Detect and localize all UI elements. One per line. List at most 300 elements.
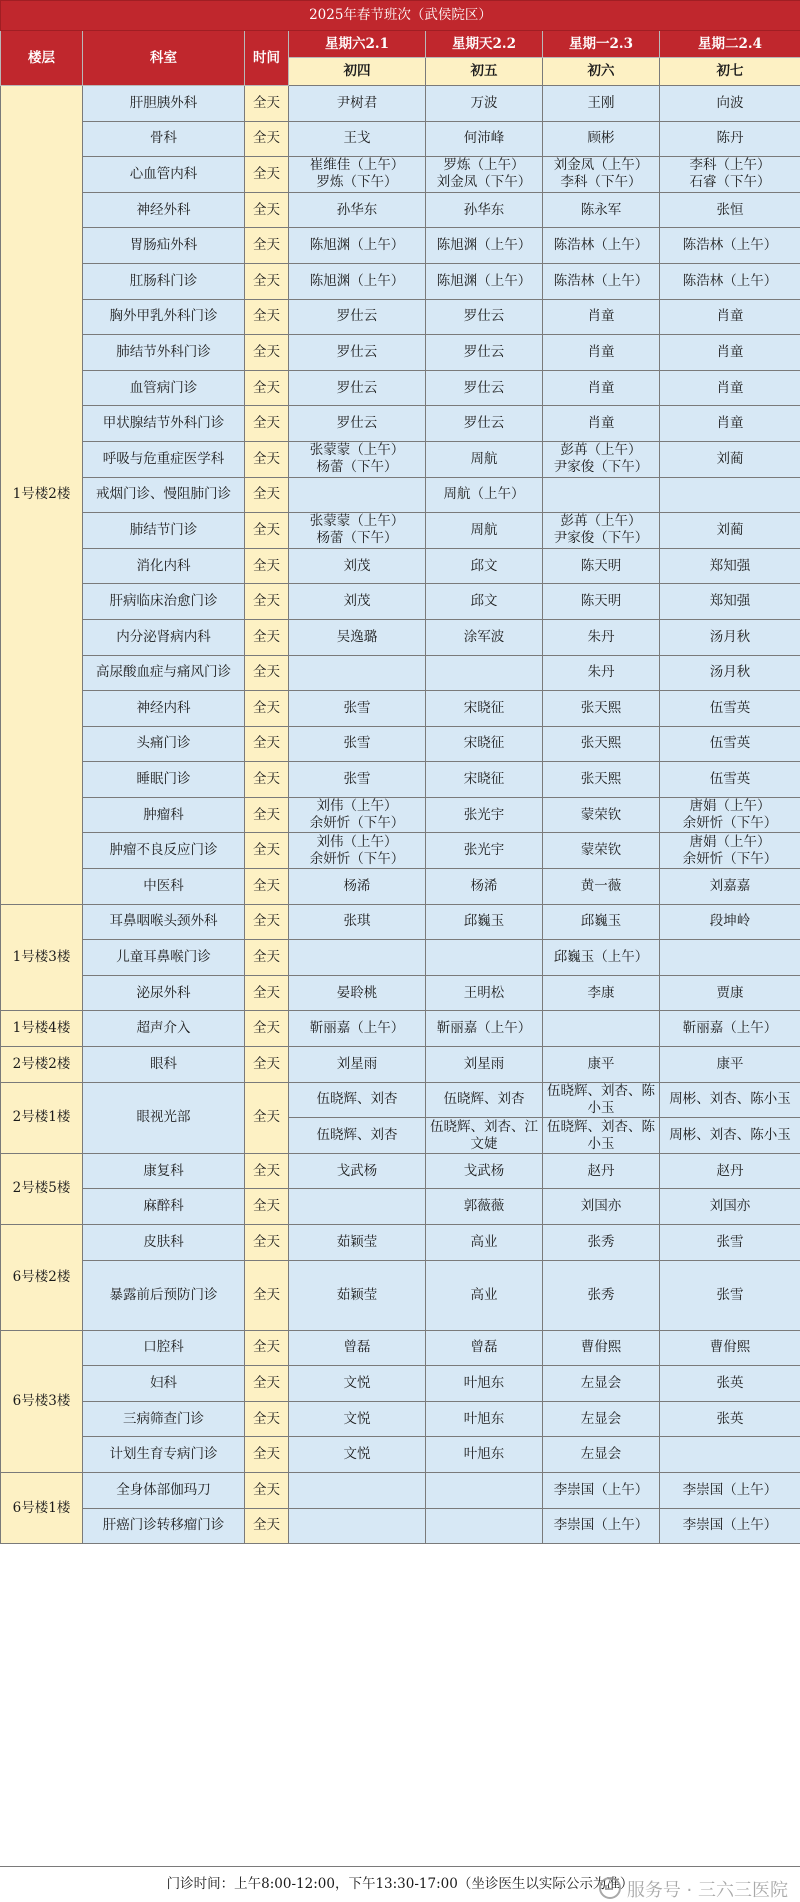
- doctor-cell: [426, 1366, 543, 1402]
- time-cell: 全天: [245, 797, 289, 833]
- doctor-name: 曾磊: [426, 1339, 542, 1356]
- doctor-name: 张雪: [660, 1234, 800, 1251]
- doctor-cell: [543, 370, 660, 406]
- doctor-name: 涂军波: [426, 629, 542, 646]
- doctor-name: 石睿（下午）: [660, 174, 800, 191]
- doctor-name: 文悦: [289, 1375, 425, 1392]
- doctor-cell: [289, 263, 426, 299]
- doctor-name: 余妍忻（下午）: [660, 815, 800, 832]
- doctor-cell: [426, 86, 543, 122]
- doctor-cell: [543, 121, 660, 157]
- dept-cell: 胃肠疝外科: [83, 228, 245, 264]
- time-cell: 全天: [245, 1508, 289, 1544]
- doctor-name: 周彬、刘杏、陈小玉: [660, 1127, 800, 1144]
- time-cell: 全天: [245, 869, 289, 905]
- doctor-cell: [426, 548, 543, 584]
- doctor-name: 靳丽嘉（上午）: [289, 1020, 425, 1037]
- dept-cell: 内分泌肾病内科: [83, 619, 245, 655]
- table-row: [1, 1401, 800, 1437]
- table-row: [1, 726, 800, 762]
- doctor-name: 彭苒（上午）: [543, 513, 659, 530]
- doctor-name: 尹家俊（下午）: [543, 530, 659, 547]
- table-row: [1, 691, 800, 727]
- doctor-cell: [289, 335, 426, 371]
- doctor-cell: [543, 335, 660, 371]
- table-row: [1, 655, 800, 691]
- doctor-name: 肖童: [660, 344, 800, 361]
- doctor-name: 陈天明: [543, 558, 659, 575]
- doctor-name: 王明松: [426, 985, 542, 1002]
- doctor-cell: [660, 1260, 800, 1330]
- time-cell: 全天: [245, 1401, 289, 1437]
- time-cell: 全天: [245, 1437, 289, 1473]
- doctor-name: 崔维佳（上午）: [289, 157, 425, 174]
- wechat-service-icon: [599, 1877, 621, 1899]
- doctor-cell: [543, 157, 660, 193]
- doctor-name: 张光宇: [426, 807, 542, 824]
- table-row: [1, 584, 800, 620]
- dept-cell: 全身体部伽玛刀: [83, 1472, 245, 1508]
- doctor-cell: [543, 584, 660, 620]
- doctor-name: 伍雪英: [660, 735, 800, 752]
- dept-cell: 三病筛查门诊: [83, 1401, 245, 1437]
- time-cell: 全天: [245, 1472, 289, 1508]
- doctor-cell: [543, 1330, 660, 1366]
- doctor-cell: [289, 406, 426, 442]
- doctor-name: 伍晓辉、刘杏: [289, 1091, 425, 1108]
- doctor-cell: [543, 691, 660, 727]
- doctor-name: 余妍忻（下午）: [289, 851, 425, 868]
- doctor-name: 刘星雨: [426, 1056, 542, 1073]
- doctor-cell: [543, 833, 660, 869]
- dept-cell: 超声介入: [83, 1011, 245, 1047]
- doctor-cell: [543, 1366, 660, 1402]
- doctor-cell: [660, 477, 800, 513]
- doctor-cell: [660, 940, 800, 976]
- doctor-cell: [660, 833, 800, 869]
- doctor-name: 康平: [660, 1056, 800, 1073]
- doctor-name: 王刚: [543, 95, 659, 112]
- table-row: [1, 370, 800, 406]
- doctor-cell: [660, 157, 800, 193]
- time-cell: 全天: [245, 406, 289, 442]
- doctor-name: 张雪: [660, 1287, 800, 1304]
- table-row: [1, 228, 800, 264]
- doctor-name: 陈天明: [543, 593, 659, 610]
- doctor-name: 邱文: [426, 558, 542, 575]
- header-day: 星期六2.1: [289, 31, 426, 58]
- doctor-cell: [660, 1508, 800, 1544]
- time-cell: 全天: [245, 370, 289, 406]
- doctor-cell: [289, 762, 426, 798]
- doctor-cell: [660, 192, 800, 228]
- doctor-name: 余妍忻（下午）: [660, 851, 800, 868]
- doctor-name: 张雪: [289, 700, 425, 717]
- doctor-name: 尹家俊（下午）: [543, 459, 659, 476]
- doctor-name: 肖童: [543, 308, 659, 325]
- time-cell: 全天: [245, 904, 289, 940]
- doctor-cell: [543, 1153, 660, 1189]
- doctor-cell: [426, 869, 543, 905]
- doctor-cell: [426, 904, 543, 940]
- doctor-cell: [289, 904, 426, 940]
- doctor-cell: [426, 513, 543, 549]
- doctor-cell: [289, 1508, 426, 1544]
- table-row: [1, 192, 800, 228]
- doctor-name: 郭薇薇: [426, 1198, 542, 1215]
- dept-cell: 康复科: [83, 1153, 245, 1189]
- table-row: [1, 1437, 800, 1473]
- doctor-name: 叶旭东: [426, 1411, 542, 1428]
- dept-cell: 消化内科: [83, 548, 245, 584]
- doctor-name: 李崇国（上午）: [660, 1517, 800, 1534]
- doctor-cell: [426, 1330, 543, 1366]
- floor-cell: 6号楼1楼: [1, 1472, 83, 1543]
- doctor-cell: [543, 1260, 660, 1330]
- doctor-cell: [426, 584, 543, 620]
- doctor-name: 曹佾熙: [660, 1339, 800, 1356]
- dept-cell: 口腔科: [83, 1330, 245, 1366]
- doctor-name: 余妍忻（下午）: [289, 815, 425, 832]
- doctor-name: 靳丽嘉（上午）: [660, 1020, 800, 1037]
- doctor-name: 罗仕云: [426, 415, 542, 432]
- doctor-cell: [660, 370, 800, 406]
- doctor-name: 蒙荣钦: [543, 842, 659, 859]
- doctor-cell: [289, 477, 426, 513]
- doctor-cell: [543, 975, 660, 1011]
- dept-cell: 戒烟门诊、慢阻肺门诊: [83, 477, 245, 513]
- time-cell: 全天: [245, 441, 289, 477]
- doctor-cell: [543, 1401, 660, 1437]
- doctor-name: 张恒: [660, 202, 800, 219]
- doctor-name: 罗仕云: [289, 380, 425, 397]
- doctor-name: 张英: [660, 1411, 800, 1428]
- doctor-cell: [543, 513, 660, 549]
- time-cell: 全天: [245, 1260, 289, 1330]
- doctor-cell: [289, 1118, 426, 1154]
- doctor-cell: [426, 299, 543, 335]
- table-row: [1, 406, 800, 442]
- doctor-name: 吴逸璐: [289, 629, 425, 646]
- doctor-cell: [660, 406, 800, 442]
- doctor-name: 陈旭渊（上午）: [289, 237, 425, 254]
- doctor-cell: [289, 1011, 426, 1047]
- doctor-cell: [660, 1153, 800, 1189]
- doctor-cell: [660, 1366, 800, 1402]
- table-row: [1, 869, 800, 905]
- doctor-cell: [426, 1011, 543, 1047]
- time-cell: 全天: [245, 1047, 289, 1083]
- doctor-name: 陈浩林（上午）: [660, 237, 800, 254]
- doctor-cell: [660, 619, 800, 655]
- time-cell: 全天: [245, 1189, 289, 1225]
- doctor-cell: [660, 975, 800, 1011]
- doctor-name: 戈武杨: [426, 1163, 542, 1180]
- doctor-name: 陈浩林（上午）: [543, 237, 659, 254]
- doctor-name: 刘金凤（下午）: [426, 174, 542, 191]
- floor-cell: 1号楼2楼: [1, 86, 83, 905]
- doctor-cell: [660, 584, 800, 620]
- doctor-cell: [660, 263, 800, 299]
- doctor-name: 朱丹: [543, 664, 659, 681]
- doctor-name: 刘茂: [289, 593, 425, 610]
- doctor-cell: [543, 441, 660, 477]
- table-row: [1, 121, 800, 157]
- doctor-cell: [543, 228, 660, 264]
- doctor-cell: [426, 1225, 543, 1261]
- doctor-name: 尹树君: [289, 95, 425, 112]
- doctor-name: 罗仕云: [426, 380, 542, 397]
- doctor-cell: [660, 1472, 800, 1508]
- doctor-name: 贾康: [660, 985, 800, 1002]
- dept-cell: 肿瘤科: [83, 797, 245, 833]
- doctor-cell: [660, 655, 800, 691]
- time-cell: 全天: [245, 121, 289, 157]
- table-row: [1, 441, 800, 477]
- doctor-name: 伍雪英: [660, 700, 800, 717]
- doctor-name: 高业: [426, 1287, 542, 1304]
- doctor-cell: [543, 762, 660, 798]
- doctor-cell: [660, 299, 800, 335]
- header-lunar-day: 初六: [543, 58, 660, 86]
- doctor-name: 宋晓征: [426, 700, 542, 717]
- doctor-name: 邱巍玉（上午）: [543, 949, 659, 966]
- doctor-cell: [543, 477, 660, 513]
- doctor-name: 孙华东: [289, 202, 425, 219]
- watermark-text: 服务号 · 三六三医院: [627, 1880, 788, 1901]
- doctor-name: 张蒙蒙（上午）: [289, 513, 425, 530]
- time-cell: 全天: [245, 975, 289, 1011]
- doctor-name: 段坤岭: [660, 913, 800, 930]
- doctor-name: 宋晓征: [426, 735, 542, 752]
- doctor-name: 刘茂: [289, 558, 425, 575]
- header-day: 星期二2.4: [660, 31, 800, 58]
- time-cell: 全天: [245, 157, 289, 193]
- doctor-name: 肖童: [543, 380, 659, 397]
- doctor-name: 王戈: [289, 130, 425, 147]
- doctor-cell: [426, 441, 543, 477]
- doctor-cell: [660, 1118, 800, 1154]
- doctor-cell: [289, 1189, 426, 1225]
- dept-cell: 肿瘤不良反应门诊: [83, 833, 245, 869]
- doctor-cell: [660, 513, 800, 549]
- doctor-name: 陈旭渊（上午）: [426, 273, 542, 290]
- table-row: [1, 548, 800, 584]
- doctor-name: 赵丹: [660, 1163, 800, 1180]
- doctor-name: 李科（下午）: [543, 174, 659, 191]
- floor-cell: 1号楼4楼: [1, 1011, 83, 1047]
- doctor-name: 陈浩林（上午）: [660, 273, 800, 290]
- table-row: [1, 1508, 800, 1544]
- doctor-cell: [543, 869, 660, 905]
- doctor-cell: [289, 192, 426, 228]
- doctor-cell: [426, 1082, 543, 1118]
- time-cell: 全天: [245, 584, 289, 620]
- dept-cell: 肺结节门诊: [83, 513, 245, 549]
- header-dept: 科室: [83, 31, 245, 86]
- doctor-name: 郑知强: [660, 558, 800, 575]
- doctor-cell: [289, 1225, 426, 1261]
- table-row: [1, 1189, 800, 1225]
- watermark: [599, 1876, 788, 1902]
- doctor-cell: [543, 726, 660, 762]
- dept-cell: 甲状腺结节外科门诊: [83, 406, 245, 442]
- doctor-name: 张雪: [289, 735, 425, 752]
- doctor-name: 罗炼（下午）: [289, 174, 425, 191]
- dept-cell: 眼视光部: [83, 1082, 245, 1153]
- doctor-name: 黄一薇: [543, 878, 659, 895]
- doctor-name: 文婕: [426, 1136, 542, 1153]
- dept-cell: 肝胆胰外科: [83, 86, 245, 122]
- table-row: [1, 833, 800, 869]
- doctor-name: 万波: [426, 95, 542, 112]
- dept-cell: 肺结节外科门诊: [83, 335, 245, 371]
- doctor-name: 邱文: [426, 593, 542, 610]
- doctor-cell: [289, 1153, 426, 1189]
- doctor-cell: [289, 513, 426, 549]
- doctor-cell: [426, 797, 543, 833]
- dept-cell: 耳鼻咽喉头颈外科: [83, 904, 245, 940]
- time-cell: 全天: [245, 762, 289, 798]
- dept-cell: 暴露前后预防门诊: [83, 1260, 245, 1330]
- doctor-cell: [660, 1189, 800, 1225]
- header-lunar-day: 初五: [426, 58, 543, 86]
- time-cell: 全天: [245, 1153, 289, 1189]
- doctor-name: 陈永军: [543, 202, 659, 219]
- time-cell: 全天: [245, 335, 289, 371]
- doctor-cell: [289, 228, 426, 264]
- doctor-name: 靳丽嘉（上午）: [426, 1020, 542, 1037]
- doctor-cell: [543, 904, 660, 940]
- doctor-name: 张雪: [289, 771, 425, 788]
- table-row: [1, 335, 800, 371]
- doctor-cell: [660, 726, 800, 762]
- time-cell: 全天: [245, 655, 289, 691]
- dept-cell: 肝病临床治愈门诊: [83, 584, 245, 620]
- doctor-cell: [426, 1508, 543, 1544]
- doctor-name: 伍晓辉、刘杏、陈小玉: [543, 1119, 659, 1153]
- doctor-cell: [543, 1047, 660, 1083]
- table-row: [1, 1260, 800, 1330]
- doctor-name: 左显会: [543, 1375, 659, 1392]
- table-row: [1, 940, 800, 976]
- time-cell: 全天: [245, 1330, 289, 1366]
- doctor-name: 李崇国（上午）: [543, 1517, 659, 1534]
- floor-cell: 1号楼3楼: [1, 904, 83, 1011]
- doctor-name: 文悦: [289, 1446, 425, 1463]
- dept-cell: 高尿酸血症与痛风门诊: [83, 655, 245, 691]
- header-lunar-day: 初七: [660, 58, 800, 86]
- doctor-cell: [426, 228, 543, 264]
- header-lunar-day: 初四: [289, 58, 426, 86]
- table-row: [1, 513, 800, 549]
- doctor-cell: [543, 940, 660, 976]
- table-row: [1, 762, 800, 798]
- doctor-name: 康平: [543, 1056, 659, 1073]
- doctor-name: 陈旭渊（上午）: [289, 273, 425, 290]
- doctor-name: 罗仕云: [289, 344, 425, 361]
- doctor-name: 张琪: [289, 913, 425, 930]
- doctor-cell: [426, 406, 543, 442]
- doctor-name: 刘国亦: [660, 1198, 800, 1215]
- doctor-name: 顾彬: [543, 130, 659, 147]
- doctor-cell: [289, 726, 426, 762]
- doctor-cell: [289, 1082, 426, 1118]
- time-cell: 全天: [245, 940, 289, 976]
- doctor-cell: [426, 1401, 543, 1437]
- doctor-name: 肖童: [660, 308, 800, 325]
- footer-divider: [0, 1866, 800, 1867]
- doctor-name: 周航: [426, 451, 542, 468]
- doctor-name: 张秀: [543, 1234, 659, 1251]
- doctor-name: 茹颖莹: [289, 1234, 425, 1251]
- doctor-cell: [426, 157, 543, 193]
- doctor-cell: [289, 1047, 426, 1083]
- doctor-name: 汤月秋: [660, 629, 800, 646]
- doctor-name: 伍晓辉、刘杏: [426, 1091, 542, 1108]
- header-day: 星期天2.2: [426, 31, 543, 58]
- doctor-cell: [660, 1225, 800, 1261]
- doctor-cell: [543, 263, 660, 299]
- doctor-cell: [426, 762, 543, 798]
- doctor-cell: [660, 1401, 800, 1437]
- time-cell: 全天: [245, 192, 289, 228]
- dept-cell: 眼科: [83, 1047, 245, 1083]
- doctor-cell: [543, 299, 660, 335]
- doctor-name: 彭苒（上午）: [543, 442, 659, 459]
- dept-cell: 泌尿外科: [83, 975, 245, 1011]
- doctor-cell: [543, 655, 660, 691]
- doctor-name: 文悦: [289, 1411, 425, 1428]
- dept-cell: 计划生育专病门诊: [83, 1437, 245, 1473]
- table-row: [1, 157, 800, 193]
- doctor-cell: [660, 335, 800, 371]
- doctor-cell: [426, 833, 543, 869]
- doctor-cell: [426, 1189, 543, 1225]
- dept-cell: 呼吸与危重症医学科: [83, 441, 245, 477]
- dept-cell: 妇科: [83, 1366, 245, 1402]
- time-cell: 全天: [245, 477, 289, 513]
- time-cell: 全天: [245, 619, 289, 655]
- doctor-name: 周航: [426, 522, 542, 539]
- dept-cell: 儿童耳鼻喉门诊: [83, 940, 245, 976]
- doctor-cell: [426, 1260, 543, 1330]
- doctor-cell: [660, 228, 800, 264]
- doctor-name: 叶旭东: [426, 1446, 542, 1463]
- doctor-cell: [289, 1260, 426, 1330]
- time-cell: 全天: [245, 228, 289, 264]
- doctor-name: 邱巍玉: [543, 913, 659, 930]
- doctor-cell: [660, 1437, 800, 1473]
- doctor-cell: [426, 1118, 543, 1154]
- doctor-cell: [289, 121, 426, 157]
- doctor-cell: [289, 1330, 426, 1366]
- table-row: [1, 1047, 800, 1083]
- doctor-name: 罗仕云: [426, 308, 542, 325]
- doctor-cell: [289, 584, 426, 620]
- doctor-name: 伍晓辉、刘杏: [289, 1127, 425, 1144]
- table-row: [1, 1011, 800, 1047]
- doctor-cell: [289, 1401, 426, 1437]
- doctor-cell: [660, 86, 800, 122]
- doctor-cell: [543, 1437, 660, 1473]
- table-row: [1, 86, 800, 122]
- doctor-cell: [660, 441, 800, 477]
- doctor-cell: [660, 1330, 800, 1366]
- doctor-name: 伍晓辉、刘杏、陈小玉: [543, 1083, 659, 1117]
- doctor-name: 张光宇: [426, 842, 542, 859]
- doctor-cell: [289, 691, 426, 727]
